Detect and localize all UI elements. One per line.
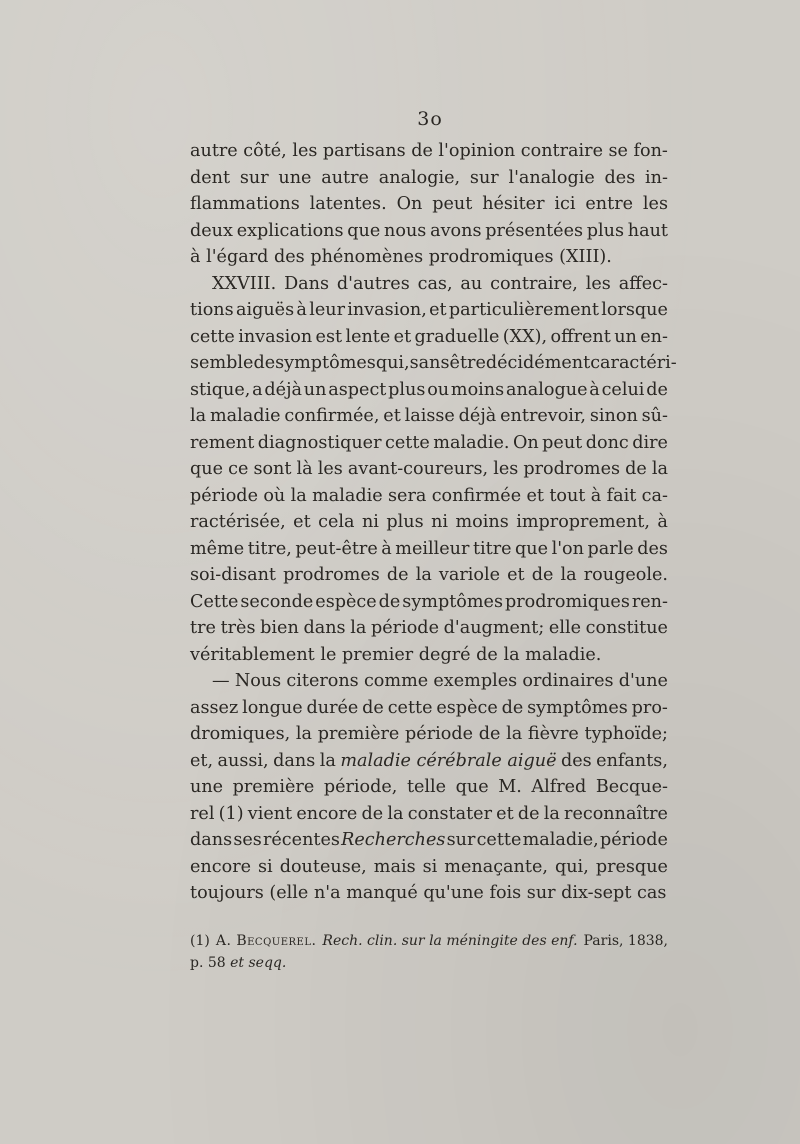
word: exemples [433, 671, 518, 691]
text-line [190, 244, 668, 271]
word: sur [239, 167, 269, 188]
text-line [190, 748, 668, 775]
word: des [604, 167, 636, 188]
word: entrevoir, [500, 406, 587, 426]
text-line [190, 536, 668, 563]
word: semble [190, 353, 254, 373]
word: la [190, 406, 207, 426]
word: que [455, 777, 489, 797]
word: une [190, 777, 224, 797]
word: flammations [190, 194, 300, 214]
word: dire [632, 432, 668, 453]
word: diagnostiquer [257, 432, 382, 453]
footnote [190, 930, 668, 974]
word: dent [190, 167, 231, 188]
word: partisans [322, 141, 406, 161]
word: qu'une [423, 883, 484, 903]
word: déjà [264, 379, 303, 400]
word: très [220, 618, 256, 638]
word: sur [446, 830, 476, 850]
word: les [642, 194, 668, 214]
word: (elle [269, 883, 309, 903]
text-line [190, 562, 668, 589]
word: Cette [190, 591, 239, 612]
word: maladie cérébrale aiguë [340, 750, 557, 771]
word: constitue [585, 618, 668, 638]
word: aspect [328, 379, 387, 400]
word: période [599, 830, 668, 850]
word: et [496, 803, 514, 824]
word: rougeole. [583, 565, 668, 585]
word: période [371, 618, 439, 638]
word: les [493, 459, 519, 479]
word: donc [585, 432, 629, 453]
word: phénomènes [310, 247, 424, 267]
word: soi-disant [190, 565, 277, 585]
word: moins [450, 379, 505, 400]
footnote-place-year: Paris, 1838, [583, 933, 668, 949]
word: (XX), [502, 326, 548, 347]
word: et [429, 300, 447, 320]
word: aiguës [235, 300, 295, 320]
word: ractérisée, [190, 512, 286, 532]
word: de [501, 697, 524, 718]
word: un [614, 326, 637, 347]
word: elle [548, 618, 581, 638]
word: bien [260, 618, 299, 638]
word: prodromes [283, 565, 380, 585]
word: constater [407, 803, 492, 824]
word: tre [190, 618, 216, 638]
word: les [317, 459, 343, 479]
word: fois [489, 883, 522, 903]
word: symptômes [402, 591, 503, 612]
word: si [258, 856, 273, 877]
word: prodromes [523, 459, 621, 479]
word: rement [190, 432, 255, 453]
word: M. [498, 777, 522, 797]
word: sans [409, 353, 450, 373]
word: ni [431, 512, 449, 532]
word: sur [469, 167, 499, 188]
word: variole [438, 565, 501, 585]
word: ses [233, 830, 262, 850]
text-line [190, 138, 668, 165]
word: invasion, [347, 300, 427, 320]
word: titre, [247, 538, 292, 559]
word: à [590, 485, 602, 506]
word: tout [549, 485, 586, 506]
word: On [396, 194, 423, 214]
word: est [315, 326, 343, 347]
word: encore [296, 803, 358, 824]
word: sur [526, 883, 556, 903]
word: caractéri- [590, 353, 677, 373]
word: premier [341, 644, 414, 665]
text-line [190, 483, 668, 510]
word: sera [388, 485, 427, 506]
word: fon- [633, 141, 668, 161]
word: meilleur [395, 538, 470, 559]
text-line [190, 721, 668, 748]
text-line [190, 218, 668, 245]
word: une [278, 167, 312, 188]
word: cas [637, 883, 667, 903]
word: sont [253, 459, 292, 479]
text-line [190, 642, 668, 669]
word: invasion [238, 326, 313, 347]
word: récentes [262, 830, 340, 850]
word: nous [384, 220, 427, 241]
text-line [190, 350, 677, 377]
word: confirmée [431, 485, 522, 506]
text-line [190, 854, 668, 881]
word: période, [323, 777, 398, 797]
word: dans [273, 750, 316, 771]
word: qui, [554, 856, 589, 877]
footnote-pages: p. 58 [190, 955, 226, 971]
word: reconnaître [564, 803, 668, 824]
word: des [560, 750, 592, 771]
word: On [512, 432, 539, 453]
word: ren- [631, 591, 668, 612]
text-line [190, 191, 668, 218]
word: leur [309, 300, 345, 320]
word: présentées [485, 220, 584, 241]
word: à [657, 512, 668, 532]
word: des [637, 538, 668, 559]
footnote-title: Rech. clin. sur la méningite des enf. [322, 933, 578, 949]
word: presque [595, 856, 668, 877]
word: et [383, 406, 401, 426]
word: douteuse, [279, 856, 367, 877]
word: décidément [485, 353, 591, 373]
word: et [293, 512, 311, 532]
text-line [190, 615, 668, 642]
word: cette [476, 830, 522, 850]
word: de [386, 565, 409, 585]
word: où [263, 485, 286, 506]
word: ni [361, 512, 379, 532]
word: entre [585, 194, 634, 214]
word: autre [321, 167, 369, 188]
word: degré [418, 644, 471, 665]
word: rel [190, 803, 215, 824]
word: haut [627, 220, 668, 241]
text-line [190, 430, 668, 457]
word: de [531, 565, 554, 585]
word: fièvre [527, 724, 579, 744]
word: celui [601, 379, 645, 400]
word: vient [247, 803, 293, 824]
word: a [252, 379, 263, 400]
word: assez [190, 697, 239, 718]
text-line [190, 324, 668, 351]
word: encore [190, 856, 252, 877]
page-number: 3o [417, 108, 443, 130]
text-line [190, 377, 668, 404]
word: cette [190, 326, 235, 347]
word: véritablement [190, 644, 315, 665]
word: citerons [286, 671, 359, 691]
text-line [190, 880, 668, 907]
word: à [190, 247, 201, 267]
word: de [646, 379, 668, 400]
word: typhoïde; [584, 724, 668, 744]
word: la [506, 724, 523, 744]
word: et [507, 565, 525, 585]
word: la [319, 750, 336, 771]
text-line [190, 509, 668, 536]
word: la [651, 459, 668, 479]
word: l'opinion [438, 141, 516, 161]
word: — [212, 671, 230, 691]
word: offrent [550, 326, 611, 347]
word: de [517, 803, 540, 824]
word: l'on [551, 538, 584, 559]
text-line [190, 403, 668, 430]
word: analogue [505, 379, 588, 400]
word: deux [190, 220, 233, 241]
word: prodromiques [504, 591, 630, 612]
word: mais [373, 856, 416, 877]
word: se [608, 141, 628, 161]
word: peut [432, 194, 473, 214]
word: la [387, 803, 404, 824]
word: l'analogie [508, 167, 595, 188]
word: particulièrement [448, 300, 599, 320]
word: d'augment; [443, 618, 545, 638]
text-line [190, 456, 668, 483]
word: que [347, 220, 381, 241]
footnote-line-2 [190, 952, 668, 974]
word: sû- [641, 406, 668, 426]
footnote-marker: (1) [190, 933, 210, 949]
word: cette [387, 697, 433, 718]
word: explications [236, 220, 344, 241]
word: stique, [190, 379, 251, 400]
word: les [585, 273, 611, 294]
word: de [478, 724, 501, 744]
word: telle [406, 777, 447, 797]
word: de [362, 697, 384, 718]
word: un [303, 379, 327, 400]
word: là [296, 459, 313, 479]
word: que [515, 538, 549, 559]
word: pro- [631, 697, 668, 718]
word: seconde [240, 591, 314, 612]
word: XXVIII. [212, 273, 277, 294]
word: d'une [618, 671, 668, 691]
word: maladie [209, 406, 281, 426]
word: la [503, 644, 520, 665]
word: à [381, 538, 392, 559]
word: (1) [218, 803, 244, 824]
word: graduelle [414, 326, 500, 347]
word: la [560, 565, 577, 585]
word: parle [587, 538, 634, 559]
word: ce [228, 459, 249, 479]
text-line [190, 668, 668, 695]
word: de [625, 459, 647, 479]
word: dromiques, [190, 724, 291, 744]
word: hésiter [482, 194, 545, 214]
paragraph-3 [190, 668, 668, 907]
word: de [253, 353, 276, 373]
word: des [274, 247, 305, 267]
paragraph-1 [190, 138, 668, 271]
word: manqué [346, 883, 418, 903]
text-line [190, 165, 668, 192]
word: symptômes [527, 697, 628, 718]
word: cette [384, 432, 430, 453]
word: avant-coureurs, [347, 459, 489, 479]
word: Recherches [341, 830, 446, 850]
word: de [378, 591, 401, 612]
word: peut-être [295, 538, 378, 559]
word: période [405, 724, 474, 744]
word: latentes. [309, 194, 387, 214]
word: contraire, [490, 273, 578, 294]
word: maladie. [525, 644, 602, 665]
word: symptômes [275, 353, 376, 373]
word: la [415, 565, 432, 585]
word: analogie, [378, 167, 461, 188]
word: sinon [589, 406, 638, 426]
word: côté, [243, 141, 287, 161]
word: la [295, 724, 313, 744]
word: peut [542, 432, 583, 453]
word: autre [190, 141, 238, 161]
word: dans [303, 618, 346, 638]
word: dix-sept [561, 883, 632, 903]
word: plus [388, 379, 426, 400]
word: ca- [641, 485, 668, 506]
word: si [422, 856, 438, 877]
word: comme [363, 671, 429, 691]
word: n'a [313, 883, 341, 903]
word: plus [386, 512, 424, 532]
word: à [589, 379, 600, 400]
word: les [292, 141, 318, 161]
text-line [190, 827, 668, 854]
word: durée [306, 697, 359, 718]
footnote-sequel: et seqq. [230, 955, 287, 971]
word: en- [640, 326, 668, 347]
word: dans [190, 830, 233, 850]
word: menaçante, [444, 856, 548, 877]
word: l'égard [206, 247, 269, 267]
word: affec- [618, 273, 668, 294]
word: et, [190, 750, 214, 771]
text-line [190, 589, 668, 616]
word: même [190, 538, 245, 559]
word: prodromiques [428, 247, 554, 267]
word: de [411, 141, 433, 161]
word: la [290, 485, 307, 506]
word: cas, [417, 273, 453, 294]
word: plus [586, 220, 625, 241]
word: maladie. [433, 432, 510, 453]
word: laisse [404, 406, 455, 426]
word: titre [472, 538, 512, 559]
word: qui, [375, 353, 410, 373]
word: ordinaires [522, 671, 614, 691]
word: maladie [312, 485, 383, 506]
word: que [190, 459, 224, 479]
word: espèce [436, 697, 498, 718]
word: longue [242, 697, 303, 718]
text-line [190, 801, 668, 828]
word: toujours [190, 883, 264, 903]
word: la [350, 618, 367, 638]
word: et [526, 485, 544, 506]
footnote-author: A. Becquerel. [215, 933, 317, 949]
word: ici [554, 194, 576, 214]
word: d'autres [336, 273, 410, 294]
word: avons [430, 220, 482, 241]
word: Dans [284, 273, 330, 294]
text-line [190, 774, 668, 801]
text-line [190, 695, 668, 722]
word: Alfred [531, 777, 587, 797]
word: et [393, 326, 412, 347]
word: moins [455, 512, 509, 532]
word: cela [318, 512, 355, 532]
word: enfants, [596, 750, 668, 771]
word: maladie, [522, 830, 599, 850]
word: au [460, 273, 483, 294]
word: espèce [315, 591, 377, 612]
word: confirmée, [284, 406, 380, 426]
word: première [232, 777, 315, 797]
word: tions [190, 300, 234, 320]
word: de [361, 803, 384, 824]
word: être [449, 353, 486, 373]
word: (XIII). [559, 247, 612, 267]
word: Becque- [595, 777, 668, 797]
word: fait [606, 485, 637, 506]
body-text [190, 138, 677, 907]
text-line [190, 297, 668, 324]
word: période [190, 485, 258, 506]
word: la [543, 803, 560, 824]
word: lente [345, 326, 391, 347]
paragraph-2 [190, 271, 677, 669]
footnote-line-1 [190, 930, 668, 952]
word: de [476, 644, 498, 665]
word: lorsque [601, 300, 668, 320]
text-line [190, 271, 668, 298]
word: contraire [520, 141, 603, 161]
word: à [296, 300, 307, 320]
word: aussi, [217, 750, 269, 771]
word: in- [645, 167, 668, 188]
word: improprement, [516, 512, 650, 532]
word: première [317, 724, 400, 744]
word: le [320, 644, 337, 665]
word: Nous [234, 671, 282, 691]
word: ou [427, 379, 450, 400]
word: déjà [458, 406, 497, 426]
